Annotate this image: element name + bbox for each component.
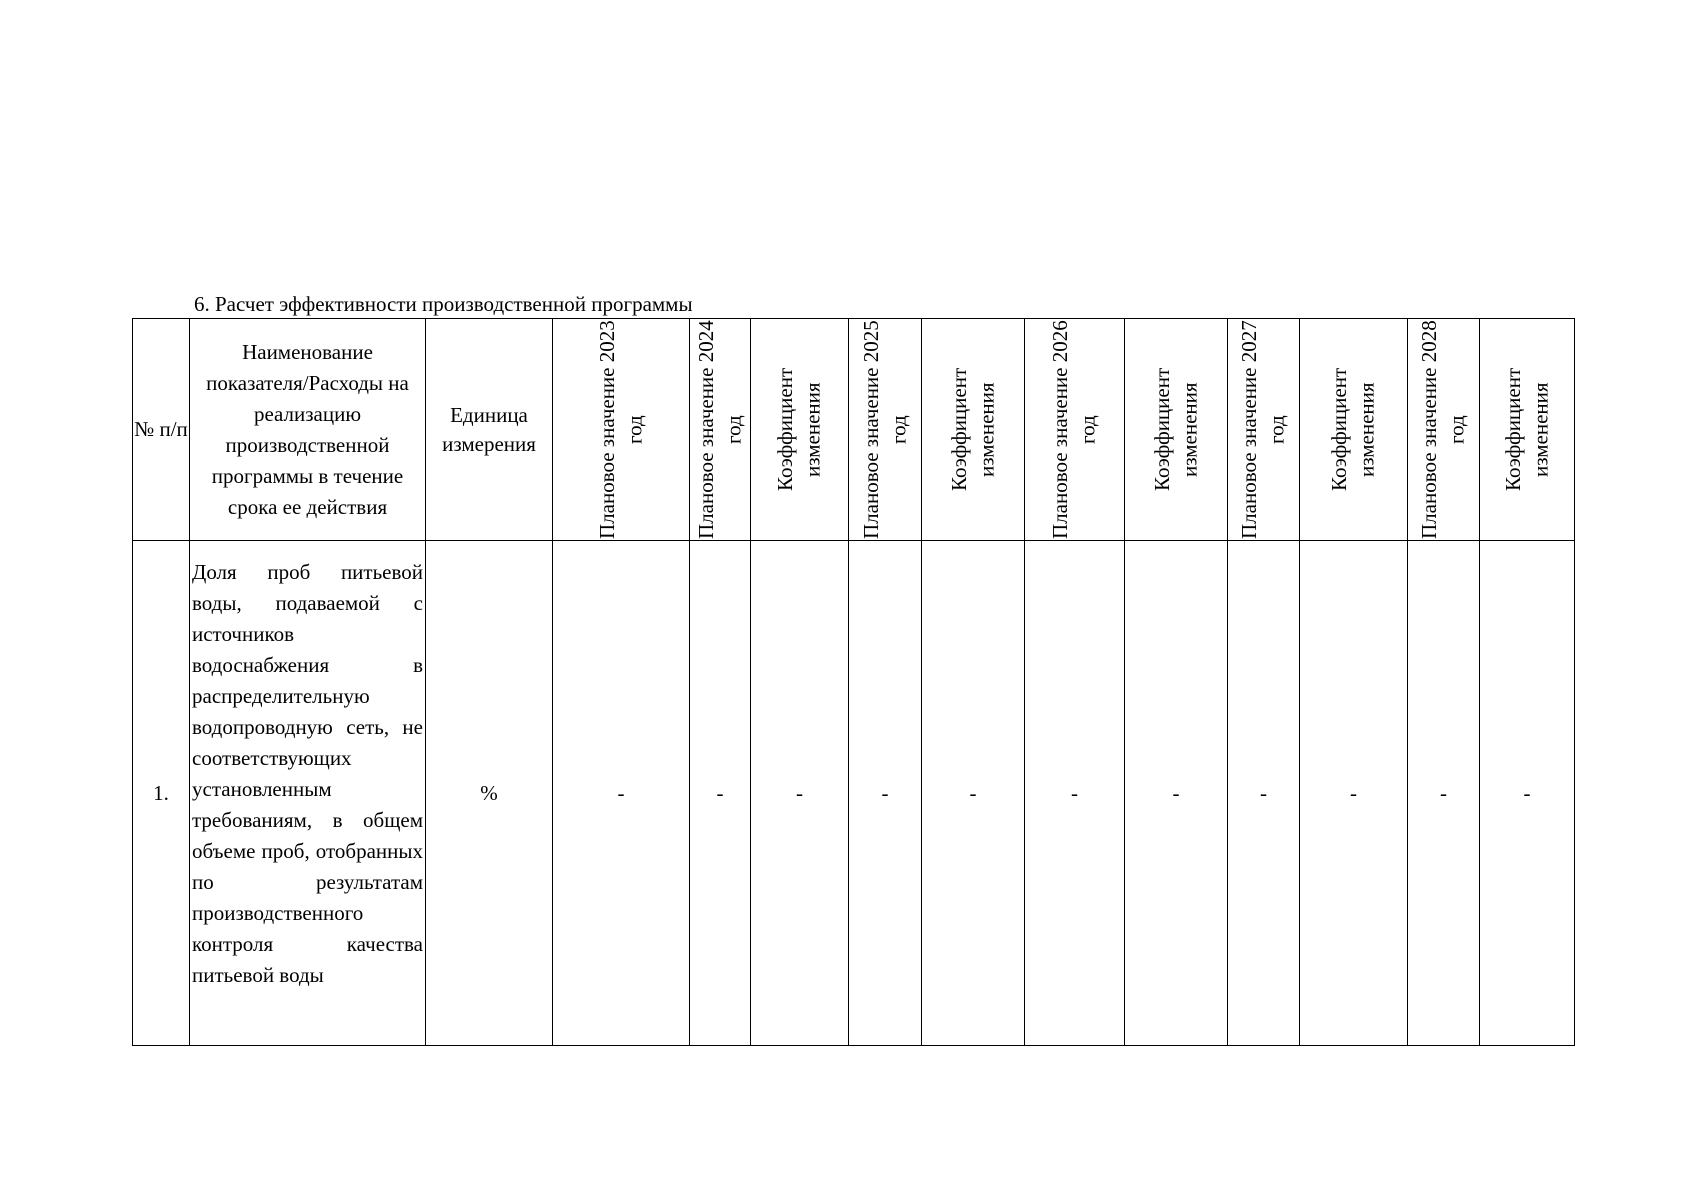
header-col [922,319,1025,541]
table-row [133,541,1575,1046]
header-col [1300,319,1408,541]
row-value: - [849,541,922,1046]
row-value: - [553,541,690,1046]
row-value: - [1480,541,1575,1046]
header-col [1408,319,1480,541]
header-col-label: Плановое значение 2026 год [1048,320,1100,539]
row-value: - [690,541,751,1046]
header-col-label: Коэффициент изменения [1500,367,1552,492]
header-col-label: Коэффициент изменения [1327,367,1379,492]
header-col-label: Плановое значение 2025 год [858,320,910,539]
header-col [1228,319,1300,541]
header-col-label: Коэффициент изменения [946,367,998,492]
row-value: - [1408,541,1480,1046]
header-col-label: Коэффициент изменения [773,367,825,492]
header-col [849,319,922,541]
header-col [553,319,690,541]
row-name: Доля проб питьевой воды, подаваемой с источников водоснабжения в распределительную водопроводную сеть, не соответствующих установленным требованиям, в общем объеме проб, отобранных по результатам производственного контроля качества питьевой воды [190,541,426,1046]
row-value: - [1300,541,1408,1046]
header-col-label: Плановое значение 2027 год [1237,320,1289,539]
row-num: 1. [133,541,190,1046]
header-col-label: Плановое значение 2023 год [594,320,646,539]
header-num: № п/п [133,319,190,541]
row-value: - [1125,541,1228,1046]
header-col [1125,319,1228,541]
efficiency-table [132,318,1575,1046]
header-col [1480,319,1575,541]
row-value: - [1025,541,1125,1046]
header-col-label: Плановое значение 2028 год [1417,320,1469,539]
document-title: 6. Расчет эффективности производственной программы [194,292,693,316]
header-col-label: Плановое значение 2024 год [693,320,745,539]
row-value: - [751,541,849,1046]
header-col-label: Коэффициент изменения [1149,367,1201,492]
row-value: - [922,541,1025,1046]
header-name: Наименование показателя/Расходы на реализацию производственной программы в течение срока ее действия [190,319,426,541]
header-col [751,319,849,541]
header-col [690,319,751,541]
table-header-row [133,319,1575,541]
header-col [1025,319,1125,541]
header-unit: Единица измерения [426,319,553,541]
row-unit: % [426,541,553,1046]
row-value: - [1228,541,1300,1046]
